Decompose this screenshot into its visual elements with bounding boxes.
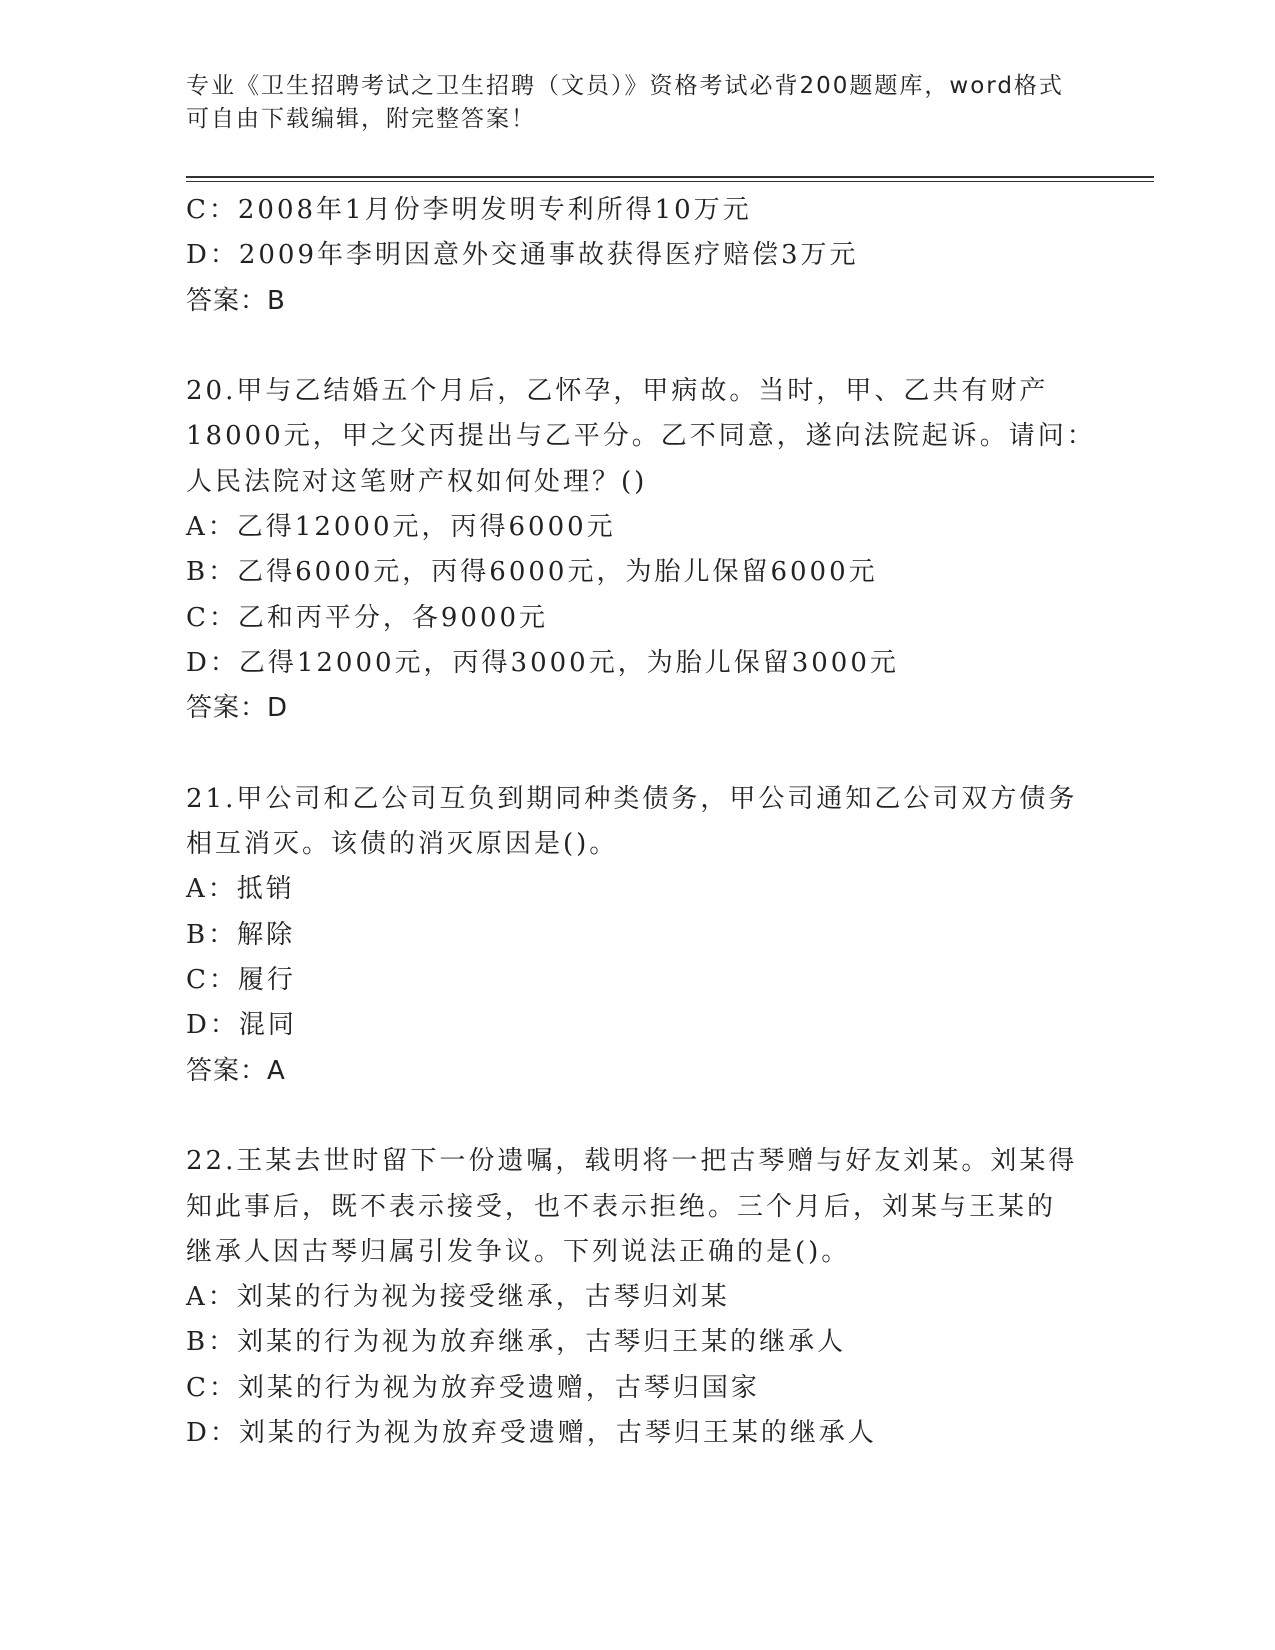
question-20-stem-line: 人民法院对这笔财产权如何处理？()	[186, 466, 648, 497]
question-22-stem-line: 22.王某去世时留下一份遗嘱，载明将一把古琴赠与好友刘某。刘某得	[186, 1146, 1078, 1177]
question-21-option-d: D：混同	[186, 1010, 297, 1041]
header-divider-thick	[186, 176, 1154, 178]
question-21-option-c: C：履行	[186, 965, 296, 996]
question-20-answer: 答案：D	[186, 693, 289, 724]
question-21-answer: 答案：A	[186, 1055, 286, 1086]
question-list	[186, 188, 1096, 1456]
question-20-stem-line: 18000元，甲之父丙提出与乙平分。乙不同意，遂向法院起诉。请问：	[186, 421, 1096, 452]
header-title-line-2: 可自由下载编辑，附完整答案！	[186, 106, 536, 132]
question-22-option-b: B：刘某的行为视为放弃继承，古琴归王某的继承人	[186, 1327, 847, 1358]
header-divider-thin	[186, 181, 1154, 182]
document-header	[186, 70, 1086, 136]
question-22-option-c: C：刘某的行为视为放弃受遗赠，古琴归国家	[186, 1372, 760, 1403]
question-20-option-c: C：乙和丙平分，各9000元	[186, 602, 549, 633]
question-21-stem-line: 21.甲公司和乙公司互负到期同种类债务，甲公司通知乙公司双方债务	[186, 783, 1078, 814]
question-22-option-d: D：刘某的行为视为放弃受遗赠，古琴归王某的继承人	[186, 1418, 877, 1449]
question-21-option-a: A：抵销	[186, 874, 295, 905]
question-22-stem-line: 继承人因古琴归属引发争议。下列说法正确的是()。	[186, 1236, 851, 1267]
question-22-stem-line: 知此事后，既不表示接受，也不表示拒绝。三个月后，刘某与王某的	[186, 1191, 1057, 1222]
question-20-option-d: D：乙得12000元，丙得3000元，为胎儿保留3000元	[186, 647, 899, 678]
question-20-option-a: A：乙得12000元，丙得6000元	[186, 512, 616, 543]
spacer	[186, 732, 1086, 777]
question-20-option-b: B：乙得6000元，丙得6000元，为胎儿保留6000元	[186, 557, 878, 588]
option-c: C：2008年1月份李明发明专利所得10万元	[186, 195, 752, 225]
question-20-stem-line: 20.甲与乙结婚五个月后，乙怀孕，甲病故。当时，甲、乙共有财产	[186, 376, 1049, 407]
question-22-option-a: A：刘某的行为视为接受继承，古琴归刘某	[186, 1282, 730, 1313]
option-d: D：2009年李明因意外交通事故获得医疗赔偿3万元	[186, 240, 859, 271]
answer-line: 答案：B	[186, 285, 286, 316]
question-21-stem-line: 相互消灭。该债的消灭原因是()。	[186, 829, 619, 860]
spacer	[186, 324, 1086, 369]
header-title-line-1: 专业《卫生招聘考试之卫生招聘（文员）》资格考试必背200题题库，word格式	[186, 73, 1064, 99]
question-21-option-b: B：解除	[186, 919, 296, 950]
spacer	[186, 1094, 1086, 1139]
